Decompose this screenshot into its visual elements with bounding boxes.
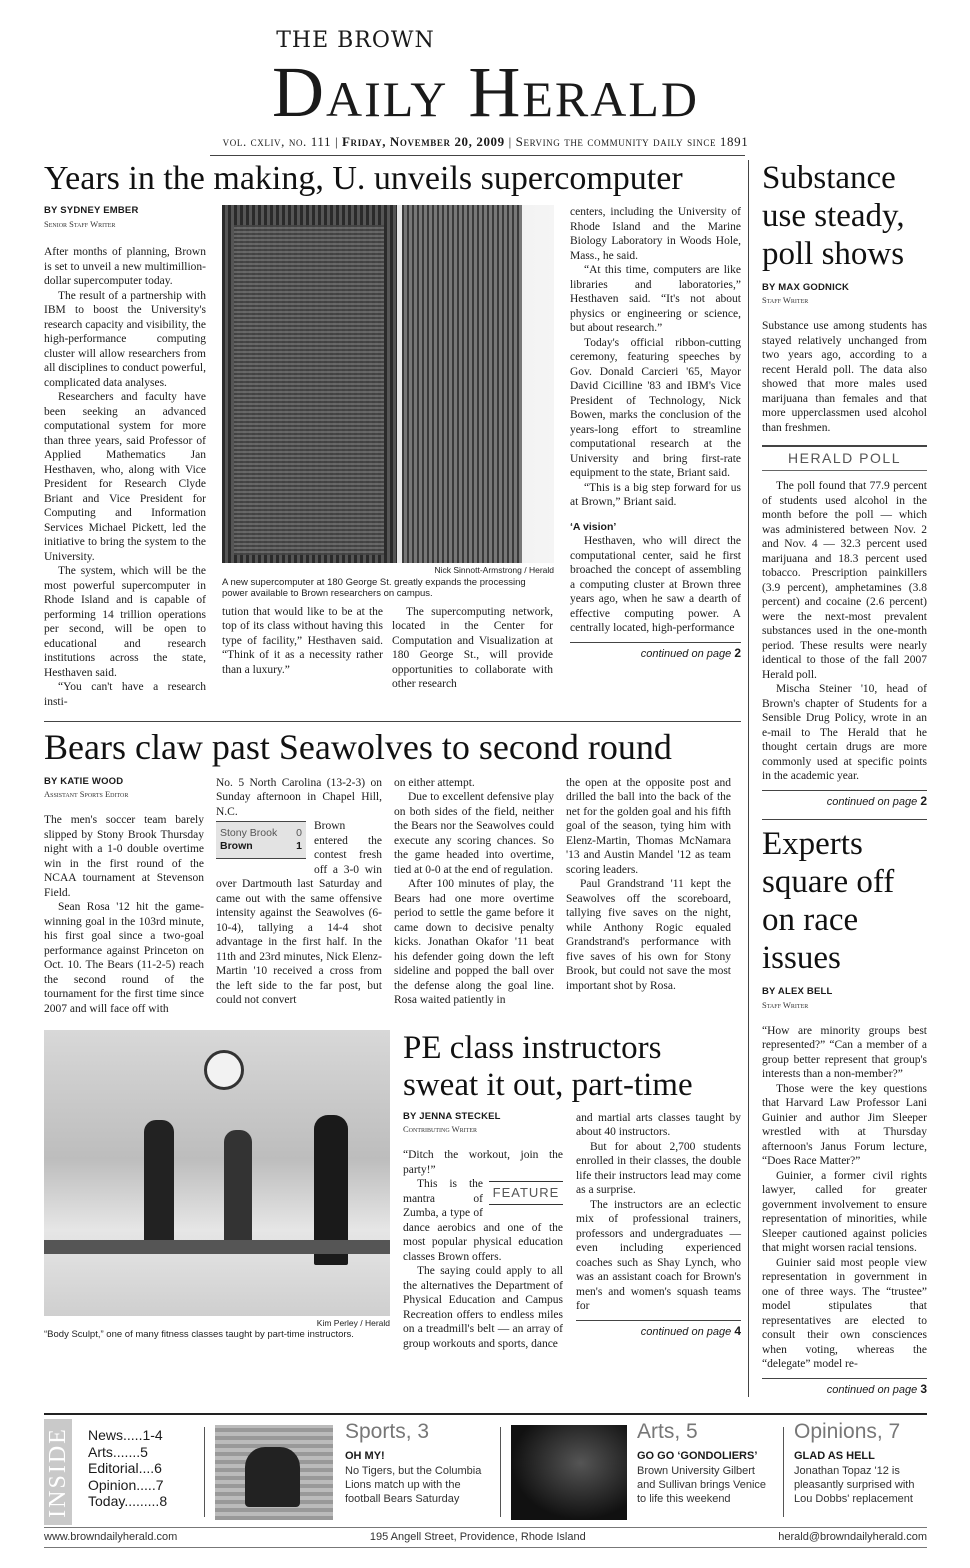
- paragraph: “At this time, computers are like libraries and laboratories,” Hesthaven said. “It's not about physics or engineering or science, but about research.”: [570, 264, 741, 335]
- continued-link[interactable]: [576, 1320, 741, 1340]
- paragraph: The instructors are an eclectic mix of professional trainers, professors and undergraduates — even including experienced coaches such as Shay Lynch, who was an assistant coach for Brown's men's and women's squash teams for: [576, 1198, 741, 1313]
- paragraph: Today's official ribbon-cutting ceremony, featuring speeches by Gov. Donald Carcieri '65, Mayor David Cicilline '83 and IBM's Vice President of Technology, Nick Bowen, marks the conclusion of the years-long effort to streamline computational research at the University and bring first-rate equipment to the state, Briant said.: [570, 336, 741, 480]
- article-column: [762, 479, 927, 784]
- index-item[interactable]: Arts.......5: [88, 1443, 148, 1460]
- pe-text-block: [403, 1030, 741, 1351]
- teaser-text: No Tigers, but the Columbia Lions match up with the football Bears Saturday: [345, 1464, 482, 1505]
- index-item[interactable]: News.....1-4: [88, 1427, 163, 1444]
- article-column: [762, 1024, 927, 1372]
- masthead-rule: [210, 155, 745, 156]
- photo-caption: “Body Sculpt,” one of many fitness classes taught by part-time instructors.: [44, 1329, 354, 1341]
- paragraph: Brown entered the contest fresh off a 3-0 win over Dartmouth last Saturday and came out with the same offensive intensity against the Seawolves (6-10-4), tallying a 14-4 shot advantage in the first half. In the 11th and 23rd minutes, Nick Elenz-Martin '10 received a cross from the left side to the far post, but could not convert: [216, 820, 382, 1007]
- article-column: [762, 319, 927, 435]
- continued-page: 3: [920, 1381, 927, 1396]
- teaser-sports[interactable]: [345, 1419, 490, 1525]
- byline-role: Assistant Sports Editor: [44, 789, 129, 800]
- divider: [500, 1427, 501, 1517]
- continued-page: 4: [734, 1323, 741, 1338]
- teaser-kicker: GO GO ‘GONDOLIERS’: [637, 1450, 758, 1463]
- byline-role: Senior Staff Writer: [44, 218, 116, 229]
- column-rule: [748, 160, 749, 1397]
- paragraph: “Ditch the workout, join the party!”: [403, 1149, 563, 1176]
- footer-email[interactable]: herald@browndailyherald.com: [778, 1531, 927, 1544]
- paragraph: centers, including the University of Rhode Island and the Marine Biology Laboratory in Woods Hole, Mass., he said.: [570, 206, 741, 262]
- teaser-section: Opinions, 7: [794, 1420, 901, 1444]
- paragraph: No. 5 North Carolina (13-2-3) on Sunday afternoon in Chapel Hill, N.C.: [216, 776, 382, 818]
- section-rule: [44, 721, 741, 722]
- inside-box: [44, 1413, 927, 1525]
- pe-column-2: [576, 1111, 741, 1352]
- feature-label: FEATURE: [489, 1181, 563, 1205]
- supercomputer-column-1: [44, 205, 206, 709]
- continued-link[interactable]: [762, 790, 927, 810]
- paragraph: The supercomputing network, located in the Center for Computation and Visualization at 180 George St., will provide opportunities to collaborate with other research: [392, 605, 553, 691]
- teaser-opinions[interactable]: [794, 1419, 927, 1525]
- teaser-arts[interactable]: [637, 1419, 773, 1525]
- paragraph: “This is a big step forward for us at Brown,” Briant said.: [570, 481, 741, 509]
- issue-date: Friday, November 20, 2009: [342, 134, 505, 150]
- teaser-text: Brown University Gilbert and Sullivan brings Venice to life this weekend: [637, 1464, 767, 1505]
- experts-byline-block: [762, 986, 927, 1010]
- inside-label: INSIDE: [44, 1426, 71, 1518]
- paragraph: on either attempt.: [394, 776, 475, 789]
- herald-poll-label: HERALD POLL: [762, 445, 927, 471]
- team-goals: 1: [296, 840, 302, 853]
- paragraph: and martial arts classes taught by about 40 instructors.: [576, 1111, 741, 1139]
- main-column-area: [44, 160, 741, 1397]
- continued-page: 2: [920, 793, 927, 808]
- paragraph: The saying could apply to all the alternatives the Department of Physical Education and Campus Recreation offers to endless miles on a treadmill's belt — an array of group workouts and sports, dance: [403, 1265, 563, 1350]
- substance-byline-block: [762, 282, 927, 306]
- continued-link[interactable]: [762, 1378, 927, 1398]
- headline-experts: Experts square off on race issues: [762, 826, 895, 977]
- byline: BY JENNA STECKEL: [403, 1110, 501, 1122]
- paragraph: Paul Grandstrand '11 kept the Seawolves off the scoreboard, tallying five saves on the night, while Anthony Rogic equaled Grandstrand's performance with five saves of his own for Stony Brook, but could not save the most important shot by Rosa.: [566, 878, 731, 992]
- paragraph: But for about 2,700 students enrolled in their classes, the double life their instructors lead may come as a surprise.: [576, 1140, 741, 1197]
- paragraph: Guinier, a former civil rights lawyer, called for greater government involvement to ensure representation of minorities, while Sleeper cautioned against policies that might worsen racial tensions.: [762, 1169, 927, 1255]
- teaser-kicker: GLAD AS HELL: [794, 1450, 875, 1463]
- article-column: [566, 776, 731, 1017]
- paragraph: the open at the opposite post and drilled the ball into the back of the net for the golden goal and his fifth goal of the season, tying him with Elenz-Martin, Thomas McNamara '13 and Austin Mandel '12 as team scoring leaders.: [566, 776, 731, 876]
- article-column: [44, 813, 204, 1016]
- score-row: [220, 827, 302, 840]
- byline: BY ALEX BELL: [762, 986, 833, 998]
- paragraph: The men's soccer team barely slipped by Stony Brook Thursday night with a 1-0 double overtime win in the first round of the NCAA tournament at Stevenson Field.: [44, 814, 204, 899]
- paragraph: Substance use among students has stayed relatively unchanged from two years ago, according to a recent Herald poll. The data also showed that more males used marijuana than females and that more upperclassmen used alcohol than freshmen.: [762, 320, 927, 434]
- headline-pe: PE class instructors sweat it out, part-time: [403, 1030, 693, 1103]
- paragraph: The system, which will be the most powerful supercomputer in Rhode Island and is capable of performing 14 trillion operations per second, will be open to educational and research institutions across the state, Hesthaven said.: [44, 565, 206, 679]
- article-column: [570, 205, 741, 636]
- teaser-section: Sports, 3: [345, 1420, 430, 1444]
- paragraph: After months of planning, Brown is set to unveil a new multimillion-dollar supercomputer today.: [44, 246, 206, 288]
- headline-substance: Substance use steady, poll shows: [762, 160, 905, 272]
- volume: vol. cxliv, no. 111: [222, 134, 332, 150]
- teaser-text: Jonathan Topaz '12 is pleasantly surprised with Lou Dobbs' replacement: [794, 1464, 915, 1505]
- bears-article: [44, 776, 741, 1017]
- paragraph: tution that would like to be at the top of its class without having this type of facility,” Hesthaven said. “Think of it as a necessity rather than a luxury.”: [222, 605, 383, 676]
- continued-link[interactable]: [570, 642, 741, 662]
- team-name: Brown: [220, 840, 253, 853]
- paragraph: Guinier said most people view representation in government in one of three ways. The “trustee” model stipulates that representatives are elected to consult their own consciences when voting, whereas the “delegate” model re-: [762, 1256, 927, 1371]
- fitness-class-photo: [44, 1030, 390, 1316]
- pe-column-1: [403, 1111, 563, 1352]
- footer-address: 195 Angell Street, Providence, Rhode Island: [369, 1531, 586, 1544]
- masthead: [44, 28, 927, 156]
- supercomputer-article: [44, 205, 741, 709]
- article-column: [222, 605, 383, 692]
- paragraph: Researchers and faculty have been seeking an advanced computational system for more than three years, said Professor of Applied Mathematics Jan Hesthaven, who, along with Vice President for Research Clyde Briant and Vice President for Computing and Information Services Michael Pickett, led the initiative to bring the system to the University.: [44, 391, 206, 563]
- footer: [44, 1527, 927, 1547]
- paragraph: Due to excellent defensive play on both sides of the field, neither the Bears nor the Seawolves could execute any scoring chances. So the game headed into overtime, tied at 0-0 at the end of regulation.: [394, 791, 554, 876]
- inside-index: [72, 1419, 194, 1525]
- byline-role: Staff Writer: [762, 295, 809, 306]
- pe-article: [44, 1030, 741, 1351]
- paragraph: “How are minority groups best represented?” “Can a member of a group better represent that group's interests than a non-member?”: [762, 1024, 927, 1081]
- footer-website[interactable]: www.browndailyherald.com: [44, 1531, 178, 1544]
- continued-text: continued on page: [826, 1383, 918, 1396]
- team-name: Stony Brook: [220, 827, 278, 840]
- article-column: [216, 776, 382, 1017]
- team-goals: 0: [296, 827, 302, 840]
- teaser-section: Arts, 5: [637, 1420, 698, 1444]
- sidebar: [762, 160, 927, 1397]
- byline-role: Contributing Writer: [403, 1124, 477, 1135]
- motto: Serving the community daily since 1891: [515, 134, 749, 150]
- supercomputer-photo: [222, 205, 554, 563]
- masthead-info: vol. cxliv, no. 111 | Friday, November 20, 2009 | Serving the community daily since 1891: [222, 134, 749, 150]
- subhead: ‘A vision’: [570, 520, 617, 533]
- divider: [204, 1427, 205, 1517]
- continued-text: continued on page: [640, 647, 732, 660]
- byline: BY SYDNEY EMBER: [44, 205, 139, 217]
- paragraph: Those were the key questions that Harvard Law Professor Lani Guinier and author Jim Sleeper wrestled with at Thursday afternoon's Janus Forum lecture, “Does Race Matter?”: [762, 1082, 927, 1168]
- index-item[interactable]: Editorial....6: [88, 1460, 162, 1477]
- teaser-kicker: OH MY!: [345, 1450, 385, 1463]
- index-item[interactable]: Today.........8: [88, 1493, 168, 1510]
- inside-tab: [44, 1419, 72, 1525]
- masthead-title: Daily Herald: [271, 52, 700, 133]
- byline: BY KATIE WOOD: [44, 775, 124, 787]
- paragraph: The result of a partnership with IBM to boost the University's research capacity and visibility, the high-performance computing cluster will allow researchers from all disciplines to conduct powerful, complicated data analyses.: [44, 289, 206, 389]
- headline-supercomputer: Years in the making, U. unveils supercomputer: [44, 160, 683, 198]
- article-column: [394, 776, 554, 1017]
- score-row: [220, 840, 302, 853]
- clock-icon: [204, 1050, 244, 1090]
- article-column: [44, 245, 206, 709]
- pe-photo-block: [44, 1030, 390, 1351]
- paragraph: Mischa Steiner '10, head of Brown's chapter of Students for a Sensible Drug Policy, wrote in an e-mail to The Herald that he thought certain drugs are more commonly used at specific points in the academic year.: [762, 683, 927, 783]
- football-photo: [215, 1425, 333, 1520]
- paragraph: After 100 minutes of play, the Bears had one more overtime period to settle the game before it came down to decisive penalty kicks. Jonathan Okafor '11 beat his defender going down the left sideline and popped the ball over the defense along the goal line. Rosa waited patiently in: [394, 878, 554, 1007]
- continued-page: 2: [734, 645, 741, 660]
- paragraph: Hesthaven, who will direct the computational center, said he first broached the concept of assembling a computing cluster at Brown three years ago, when he saw a dearth of effective computing power. A centrally located, high-performance: [570, 535, 741, 635]
- pe-columns: [403, 1111, 741, 1352]
- masthead-the-brown: THE BROWN: [276, 28, 435, 53]
- paragraph: This is the mantra of Zumba, a type of dance aerobics and one of the most popular physical education classes Brown offers.: [403, 1178, 563, 1263]
- paragraph: “You can't have a research insti-: [44, 681, 206, 708]
- headline-bears: Bears claw past Seawolves to second round: [44, 727, 672, 768]
- photo-credit: Nick Sinnott-Armstrong / Herald: [434, 565, 554, 576]
- article-column: [403, 1148, 563, 1351]
- photo-credit: Kim Perley / Herald: [316, 1318, 390, 1329]
- paragraph: The poll found that 77.9 percent of students used alcohol in the month before the poll — which was administered between Nov. 2 and Nov. 4 — 32.3 percent used marijuana and 18.3 percent used tobacco. Prescription painkillers (3.9 percent), amphetamines (3.8 percent) and cocaine (2.6 percent) were the next-most prevalent substances used in the one-month period. These results were nearly identical to those of the fall 2007 Herald poll.: [762, 480, 927, 681]
- front-page-body: [44, 160, 927, 1397]
- photo-caption: A new supercomputer at 180 George St. greatly expands the processing power available to Brown researchers on campus.: [222, 576, 526, 599]
- supercomputer-subcolumns: [222, 605, 554, 692]
- byline: BY MAX GODNICK: [762, 281, 850, 293]
- arts-photo: [511, 1425, 627, 1520]
- supercomputer-column-4: [570, 205, 741, 709]
- article-column: [576, 1111, 741, 1314]
- continued-text: continued on page: [826, 795, 918, 808]
- divider: [783, 1427, 784, 1517]
- article-column: [392, 605, 553, 692]
- byline-role: Staff Writer: [762, 999, 809, 1010]
- scorebox: [216, 821, 306, 859]
- paragraph: Sean Rosa '12 hit the game-winning goal in the 103rd minute, his first goal since a two-goal performance against Princeton on Oct. 10. The Bears (11-2-5) reach the second round of the tournament for the first time since 2007 and will face off with: [44, 901, 204, 1015]
- bears-column-1: [44, 776, 204, 1017]
- index-item[interactable]: Opinion.....7: [88, 1476, 164, 1493]
- section-rule: [762, 819, 927, 820]
- supercomputer-middle: [222, 205, 554, 709]
- continued-text: continued on page: [640, 1325, 732, 1338]
